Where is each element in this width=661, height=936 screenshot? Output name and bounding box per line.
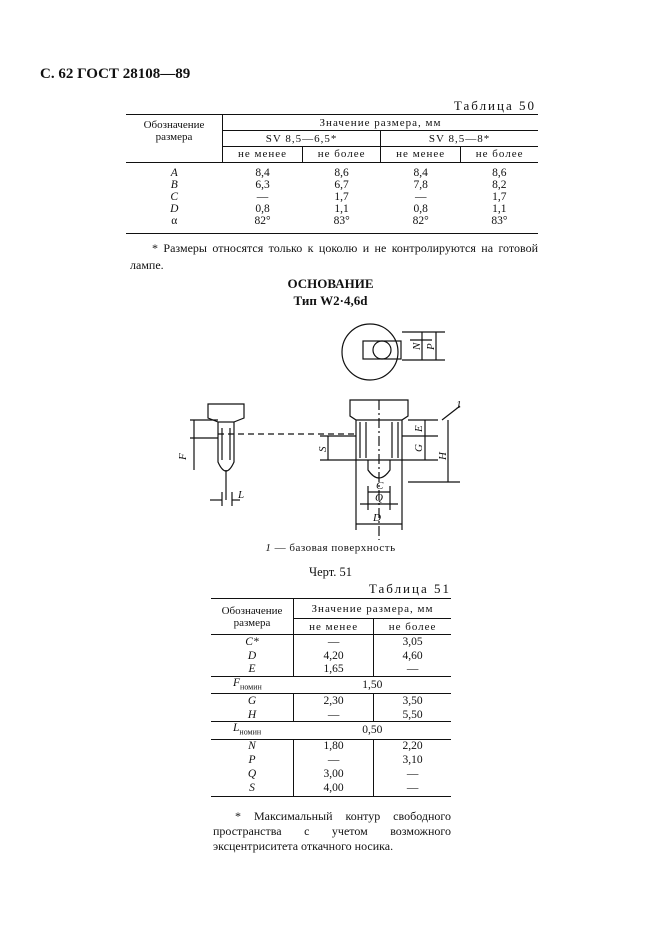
symbol: L [233,722,240,735]
table-cell: 4,60 [374,649,451,663]
table-cell: — [256,190,269,203]
table-cell: 1,65 [294,663,374,677]
designation-line-2: размера [233,616,271,629]
table-cell: 3,50 [374,694,451,708]
table-cell: — [374,767,451,781]
subscript: номин [239,727,262,737]
table-cell: 3,05 [374,635,451,649]
table-51-designation-header [211,599,294,635]
table-row [211,722,451,739]
table-cell: B [170,178,178,191]
table-cell [211,677,294,694]
table-row [211,663,451,677]
label-1: 1 [456,399,462,411]
table-cell: N [248,740,256,753]
figure-caption: Черт. 51 [308,565,353,579]
table-cell: 0,8 [255,202,270,215]
table-row [211,708,451,722]
table-50-sub: не более [303,147,381,163]
table-cell: Q [247,768,257,781]
table-row [126,191,538,203]
top-view-inner-circle [373,341,391,359]
table-cell: P [248,754,256,767]
label-g: G [413,444,425,452]
table-cell: D [170,202,179,215]
table-cell: H [247,708,257,721]
table-50-footnote: * Размеры относятся только к цоколю и не контролируются на готовой лампе. [130,241,538,272]
table-cell: — [294,635,374,649]
table-cell: 1,7 [492,190,507,203]
table-cell: 7,8 [413,178,428,191]
label-e: E [413,425,425,432]
table-cell: C* [245,635,259,648]
table-cell: 2,30 [294,694,374,708]
table-50-sub: не более [461,147,538,163]
base-drawing [170,310,490,540]
table-cell: 8,6 [492,166,507,179]
table-cell: 6,3 [255,178,270,191]
table-row [211,635,451,649]
label-f: F [177,453,189,460]
table-row [126,215,538,234]
table-cell: 1,80 [294,739,374,753]
table-row [211,694,451,708]
designation-line-1: Обозначение [221,604,283,617]
table-cell: — [294,753,374,767]
table-cell: 2,20 [374,739,451,753]
table-row [126,203,538,215]
table-cell: — [374,781,451,796]
table-cell: S [249,782,255,795]
figure-subtitle: Тип W2·4,6d [293,293,368,308]
table-cell: 83° [333,214,350,227]
table-cell: 4,00 [294,781,374,796]
label-q: Q [375,492,383,504]
table-cell: α [171,214,178,227]
table-50 [126,114,538,234]
designation-line-2: размера [155,130,193,143]
top-view-key [363,341,401,359]
label-l: L [238,489,245,501]
table-cell: G [247,695,257,708]
table-cell: — [374,663,451,677]
table-row [126,167,538,179]
table-cell: 1,7 [334,190,349,203]
legend-text: — базовая поверхность [271,542,396,554]
table-cell: E [248,663,256,676]
table-cell: 4,20 [294,649,374,663]
table-cell: 8,4 [413,166,428,179]
symbol: F [233,677,241,689]
label-c: C [376,480,384,492]
table-50-group-1: SV 8,5—6,5* [223,131,381,147]
table-row [211,781,451,796]
table-cell: 8,4 [255,166,270,179]
table-50-blank [126,147,223,163]
legend-number: 1 [265,542,272,554]
table-50-designation-header [126,115,223,147]
table-cell: 5,50 [374,708,451,722]
table-51-footnote: * Максимальный контур свободного пространства с учетом возможного эксцентриситета откачного носика. [213,809,451,853]
table-cell: 3,00 [294,767,374,781]
figure-legend [0,542,661,554]
table-50-caption: Таблица 50 [453,98,536,113]
table-row [126,179,538,191]
top-view-circle [342,324,398,380]
designation-line-1: Обозначение [143,118,205,131]
table-cell: 1,1 [492,202,507,215]
table-51-caption: Таблица 51 [368,581,451,596]
table-row [211,767,451,781]
figure-title: ОСНОВАНИЕ [287,276,374,291]
table-cell: — [414,190,427,203]
table-cell: 0,8 [413,202,428,215]
table-cell: 1,1 [334,202,349,215]
subscript: номин [240,682,262,692]
label-s: S [317,446,329,452]
table-51-sub: не менее [294,619,374,635]
label-n: N [411,342,423,350]
table-51-value-header: Значение размера, мм [294,599,452,619]
table-cell: 6,7 [334,178,349,191]
table-cell: 83° [491,214,508,227]
table-row [211,677,451,694]
table-cell: D [247,649,257,662]
table-cell: C [170,190,179,203]
table-50-sub: не менее [381,147,461,163]
table-50-value-header: Значение размера, мм [223,115,539,131]
table-cell: 3,10 [374,753,451,767]
label-h: H [437,452,449,460]
table-cell: 8,2 [492,178,507,191]
table-50-sub: не менее [223,147,303,163]
table-cell: 1,50 [362,679,383,692]
table-cell: 8,6 [334,166,349,179]
label-p: P [425,343,437,350]
table-51 [211,598,451,797]
table-row [211,739,451,753]
table-50-group-2: SV 8,5—8* [381,131,538,147]
table-51-sub: не более [374,619,451,635]
table-cell: — [294,708,374,722]
table-cell [211,722,294,739]
label-d: D [373,512,381,524]
table-cell: A [170,166,178,179]
table-cell: 82° [412,214,429,227]
table-cell: 0,50 [362,724,383,737]
table-row [211,753,451,767]
page-header: С. 62 ГОСТ 28108—89 [40,66,191,82]
table-cell: 82° [254,214,271,227]
table-row [211,649,451,663]
